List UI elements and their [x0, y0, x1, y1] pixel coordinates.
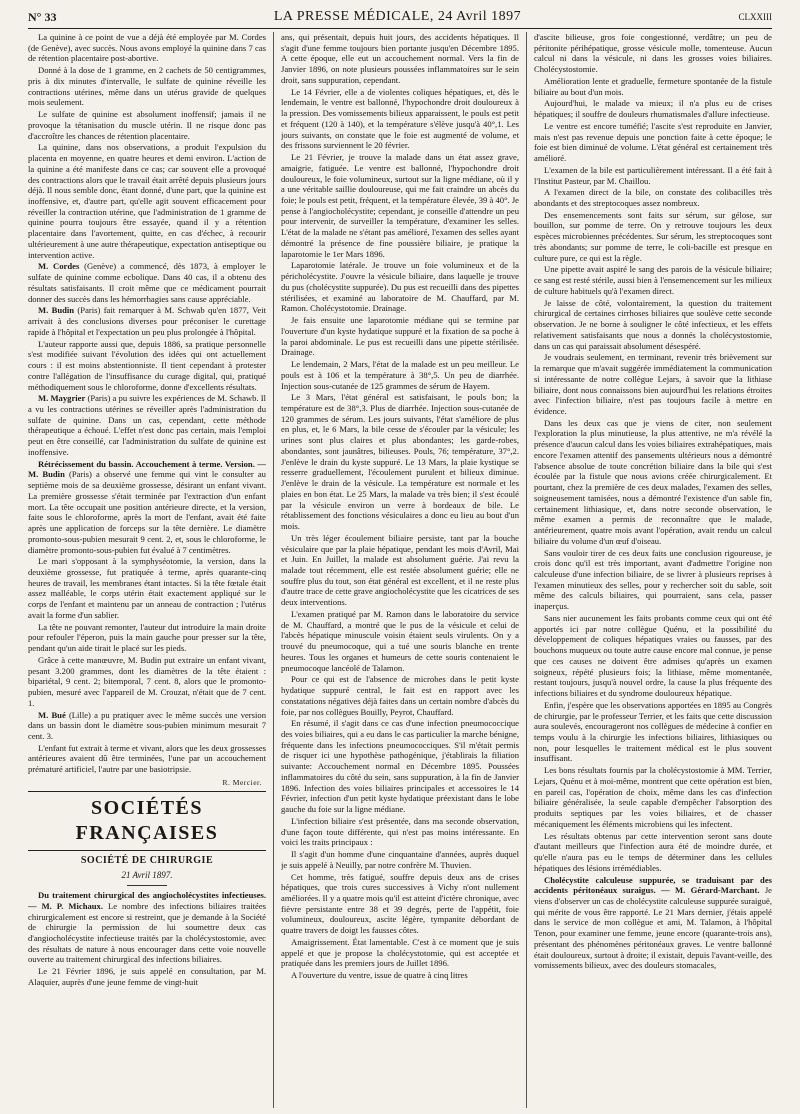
paragraph: Aujourd'hui, le malade va mieux; il n'a plus eu de crises hépatiques; il souffre de douleurs rhumatismales d'allure infectieuse.	[534, 98, 772, 120]
society-name: SOCIÉTÉ DE CHIRURGIE	[80, 855, 214, 867]
paragraph: Le lendemain, 2 Mars, l'état de la malade est un peu meilleur. Le pouls est à 106 et la température à 38°,5. Un peu de diarrhée. Injection sous-cutanée de 125 grammes de sérum de Hayem.	[281, 359, 519, 391]
paragraph: Amélioration lente et graduelle, fermeture spontanée de la fistule biliaire au bout d'un mois.	[534, 75, 772, 97]
paragraph: Une pipette avait aspiré le sang des parois de la vésicule biliaire; ce sang est resté stérile, aussi bien à l'ensemencement sur les milieux de culture habituels qu'à l'examen direct.	[534, 264, 772, 296]
speaker-name: M. Maygrier	[38, 393, 86, 404]
paragraph-text: (Paris) fait remarquer à M. Schwab qu'en 1877, Veit arrivait à des conclusions diverses pour préconiser le curettage rapide à l'hôpital et l'expectation un peu plus prolongée à l'hôpital.	[28, 305, 266, 337]
column-3	[534, 32, 772, 1108]
paragraph: Je fais ensuite une laparotomie médiane qui se termine par l'ouverture d'un kyste hydatique suppuré et la fixation de sa poche à la paroi abdominale. Le pus est recueilli dans une pipette stérilisée. Drainage.	[281, 315, 519, 358]
column-divider	[526, 32, 527, 1108]
speaker-name: M. Cordes	[38, 261, 80, 272]
paragraph: A l'examen direct de la bile, on constate des colibacilles très abondants et des streptocoques assez nombreux.	[534, 187, 772, 209]
column-divider	[273, 32, 274, 1108]
paragraph: Le sulfate de quinine est absolument inoffensif; jamais il ne provoque la tétanisation du muscle utérin. Il ne risque donc pas d'accroître les chances de rétention placentaire.	[28, 109, 266, 141]
paragraph: Amaigrissement. État lamentable. C'est à ce moment que je suis appelé et que je propose la cholécystotomie, qui est acceptée et pratiquée dans les premiers jours de Juillet 1896.	[281, 936, 519, 969]
paragraph	[28, 710, 266, 742]
column-1	[28, 32, 266, 1108]
paragraph-text: (Paris) a observé une femme qui vint le consulter au septième mois de sa deuxième grossesse, désirant un enfant vivant. La première grossesse s'était terminée par l'extraction d'un enfant mort. La tête occupait une position antérieure directe, et la version, faite sous le chloroforme, après la mort de l'enfant, avait été faite après une application de forceps sur la tête dernière. Le diamètre promonto-sous-pubien mesurait 9 cent. 2, et, sous le chloroforme, le diamètre promonto-sous-pubien fut évalué à 7 centimètres.	[28, 469, 266, 555]
paragraph: L'infection biliaire s'est présentée, dans ma seconde observation, d'une façon toute différente, qui n'est pas moins intéressante. En voici les traits principaux :	[281, 815, 519, 848]
paragraph: La quinine, dans nos observations, a produit l'expulsion du placenta en moyenne, en quatre heures et demi environ. L'action de la quinine a été manifeste dans ce cas; car souvent elle a provoqué des contractions alors que le travail était arrêté depuis plusieurs jours déjà. Il nous semble donc, étant donné, d'une part, que la quinine est inoffensive, et, d'autre part, qu'elle agit souvent efficacement pour réveiller la contraction utérine, que l'administration de 1 gramme de quinine pourra toujours être essayée, quand il y a rétention placentaire dans l'avortement, quitte, en cas d'échec, à recourir ultérieurement à une autre thérapeutique, expectation antiseptique ou intervention active.	[28, 142, 266, 260]
text-columns	[28, 32, 772, 1108]
paragraph: L'examen de la bile est particulièrement intéressant. Il a été fait à l'Institut Pasteur, par M. Chaillou.	[534, 164, 772, 186]
paragraph: En résumé, il s'agit dans ce cas d'une infection pneumococcique des voies biliaires, qui a eu dans le cas particulier la marche bénigne, fréquente dans les infections pneumococciques. S'il m'était permis de risquer ici une hypothèse pathogénique, j'établirais la filiation suivante: Accouchement normal en Décembre 1895. Poussées inflammatoires du côté du sein, sans suppuration, à la fin de Janvier 1896. Infection des voies biliaires principales et accessoires le 14 Février, infection d'un petit kyste hydatique préexistant dans le lobe gauche du foie sur la ligne médiane.	[281, 718, 519, 815]
paragraph: Le 14 Février, elle a de violentes coliques hépatiques, et, dès le lendemain, le ventre est ballonné, l'hypochondre droit douloureux à la pression. Des vomissements bilieux apparaissent, le pouls est petit et fréquent (120 à 140), et la température s'élève jusqu'à 40°,1. Les jours suivants, on constate que le foie est augmenté de volume, et des frissons surviennent le 20 février.	[281, 86, 519, 151]
speaker-name: M. Bué	[38, 709, 66, 720]
paragraph: Il s'agit d'un homme d'une cinquantaine d'années, auprès duquel je suis appelé à Neuilly, par notre confrère M. Thuvien.	[281, 849, 519, 870]
journal-title: LA PRESSE MÉDICALE, 24 Avril 1897	[273, 9, 522, 24]
paragraph: Le ventre est encore tuméfié; l'ascite s'est reproduite en Janvier, mais n'est pas revenue depuis une ponction faite à cette époque; le foie est bien diminué de volume. L'état général est certainement très amélioré.	[534, 120, 772, 164]
paragraph: Enfin, j'espère que les observations apportées en 1895 au Congrès de chirurgie, par le professeur Terrier, et les faits que cette discussion aura soulevés, encourageront nos collègues de médecine à confier en temps voulu à la chirurgie les infections biliaires, lithiasiques ou non, pour lesquelles le traitement médical est le plus souvent insuffisant.	[534, 699, 772, 764]
article-heading: Cholécystite calculeuse suppurée, se traduisant par des accidents péritonéaux suraigus. — M. Gérard-Marchant.	[534, 874, 772, 896]
paragraph: L'examen pratiqué par M. Ramon dans le laboratoire du service de M. Chauffard, a montré que le pus de la vésicule et celui de l'abcès hépatique minuscule voisin étaient seuls virulents. On y a trouvé du pneumocoque, qui a tué une souris blanche en trente heures. Tous les organes et humeurs de cette souris contenaient le pneumocoque lancéolé de Talamon.	[281, 608, 519, 673]
paragraph: Grâce à cette manœuvre, M. Budin put extraire un enfant vivant, pesant 3.200 grammes, dont les diamètres de la tête étaient : bipariétal, 9 cent. 2; bitemporal, 7 cent. 8, alors que le promonto-pubien, mesuré avec l'appareil de M. Crouzat, n'était que de 7 cent. 1.	[28, 654, 266, 708]
paragraph: L'enfant fut extrait à terme et vivant, alors que les deux grossesses antérieures avaient dû être terminées, l'une par un accouchement prématuré artificiel, l'autre par une basiotripsie.	[28, 742, 266, 775]
paragraph: Dans les deux cas que je viens de citer, non seulement l'exploration la plus minutieuse, la plus attentive, ne m'a révélé la présence d'aucun calcul dans les voies biliaires extrahépatiques, mais encore l'examen attentif des pansements ultérieurs nous a démontré l'absence absolue de toute concrétion biliaire dans la bile qui s'est écoulée par la fistule que nous avions créée chirurgicalement. Et pourtant, chez la première de ces deux malades, l'examen des selles, soigneusement tamisées, nous a démontré l'existence d'un sable fin, certainement lithiasique, et, dans notre seconde observation, le même examen a permis de reconnaître que le malade, antérieurement, quatre mois avant l'opération, avait rendu un calcul biliaire du volume d'un œuf d'oiseau.	[534, 417, 772, 546]
paragraph-text: (Genève) a commencé, dès 1873, à employer le sulfate de quinine comme ecbolique. Dans 40 cas, il a obtenu des résultats satisfaisants. Il croit même que ce médicament pourrait donner des succès dans les hémorrhagies sans cause appréciable.	[28, 261, 266, 304]
divider	[127, 885, 167, 886]
paragraph: Le mari s'opposant à la symphyséotomie, la version, dans la deuxième grossesse, fut pratiquée à terme, après quarante-cinq heures de travail, les membranes étant intactes. Si la tête fœtale était assez malléable, le corps utérin était exactement appliqué sur le corps de l'enfant et maintenu par un anneau de contraction ; l'utérus avait la forme d'un sablier.	[28, 556, 266, 620]
paragraph: Je laisse de côté, volontairement, la question du traitement chirurgical de certaines cirrhoses biliaires que soulève cette seconde observation. Je ne borne à souligner le côté infectieux, et les effets relativement satisfaisants que nous a donnés la cholécystostomie, dans un cas qui paraissait absolument désespéré.	[534, 297, 772, 351]
section-title: SOCIÉTÉS FRANÇAISES	[75, 797, 219, 845]
paragraph: La quinine à ce point de vue a déjà été employée par M. Cordes (de Genève), avec succès. Nous avons employé la quinine dans 7 cas de rétention placentaire post-abortive.	[28, 32, 266, 64]
paragraph: ans, qui présentait, depuis huit jours, des accidents hépatiques. Il s'agit d'une femme toujours bien portante jusqu'en Décembre 1895. A cette époque, elle eut un accouchement normal. Vers la fin de Janvier 1896, on note plusieurs poussées inflammatoires sur le sein droit, sans suppuration, cependant.	[281, 32, 519, 85]
paragraph	[28, 393, 266, 457]
paragraph: Donné à la dose de 1 gramme, en 2 cachets de 50 centigrammes, pris à dix minutes d'intervalle, le sulfate de quinine réveille les contractions utérines, même dans un utérus gravide de quelques mois seulement.	[28, 65, 266, 108]
paragraph: Le 3 Mars, l'état général est satisfaisant, le pouls bon; la température est de 38°,3. Plus de diarrhée. Injection sous-cutanée de 120 grammes de sérum. Les jours suivants, l'état s'améliore de plus en plus, et, le 6 Mars, la bile cesse de s'écouler par la vésicule; les urines sont plus claires et plus abondantes; les garde-robes, abondantes, sont jaunâtres, bilieuses. Pouls, 76; température, 37°,2. J'enlève le drain du kyste suppuré. Le 13 Mars, la plaie kystique se resserre graduellement, l'écoulement purulent et bilieux diminue. J'enlève le drain de la vésicule. La température est normale et les plaies en bon état. Le 25 Mars, la malade va très bien; il s'est écoulé par la vésicule environ un verre à bordeaux de bile. Le rétablissement des fonctions vésiculaires a donc eu lieu au bout d'un mois.	[281, 392, 519, 532]
paragraph: Cet homme, très fatigué, souffre depuis deux ans de crises hépatiques, que trois cures successives à Vichy n'ont nullement améliorées. Il y a quatre mois qu'il est atteint d'ictère chronique, avec fièvre persistante entre 38 et 39 degrés, perte de l'appétit, foie volumineux, douloureux, ascite légère, tympanite débordant de quatre travers de doigt les fausses côtes.	[281, 871, 519, 936]
paragraph	[534, 875, 772, 972]
section-banner	[28, 791, 266, 851]
paragraph-text: (Lille) a pu pratiquer avec le même succès une version dans un bassin dont le diamètre sous-pubien minimum mesurait 7 cent. 3.	[28, 709, 266, 741]
paragraph: La tête ne pouvant remonter, l'auteur dut introduire la main droite pour refouler l'éperon, puis la main gauche pour presser sur la tête, pendant qu'un aide tirait le placé sur les pieds.	[28, 621, 266, 654]
session-date: 21 Avril 1897.	[121, 869, 173, 880]
page-header	[28, 6, 772, 29]
paragraph: Sans vouloir tirer de ces deux faits une conclusion rigoureuse, je crois donc qu'il est très important, avant d'admettre l'origine non calculeuse d'une infection biliaire, de se livrer à plusieurs reprises à l'examen minutieux des selles, pour y rechercher soit du sable, soit même des calculs biliaires, qui pourraient, sans cela, passer inaperçus.	[534, 547, 772, 612]
column-2	[281, 32, 519, 1108]
paragraph-text: Le nombre des infections biliaires traitées chirurgicalement est encore si restreint, que je demande à la Société de chirurgie la permission de lui soumettre deux cas d'angiocholécystite infectieuse traités par la cholécystostomie, avec des résultats de nature à nous encourager dans cette voie nouvelle ouverte au traitement chirurgical des infections biliaires.	[28, 900, 266, 965]
paragraph: Les bons résultats fournis par la cholécystostomie à MM. Terrier, Lejars, Quénu et à moi-même, montrent que cette opération est bien, en pareil cas, l'opération de choix, même dans les cas d'infection biliaire généralisée, la seule capable d'empêcher l'absorption des produits septiques par les voies biliaires, et de chasser mécaniquement les éléments microbiens qui les infectent.	[534, 765, 772, 829]
article-heading: Rétrécissement du bassin. Accouchement à terme. Version. — M. Budin	[28, 458, 266, 480]
paragraph: Laparotomie latérale. Je trouve un foie volumineux et de la péricholécystite. J'ouvre la vésicule biliaire, dans laquelle je trouve du pus (cholécystite suppurée). Du pus est recueilli dans des pipettes stérilisées, et examiné au laboratoire de M. Chauffard, par M. Ramon. Cholécystotomie. Drainage.	[281, 260, 519, 314]
paragraph-text: Je viens d'observer un cas de cholécystite calculeuse suppurée suraiguë, qui mérite de vous être rapporté. Le 21 Mars dernier, j'étais appelé dans le service de mon collègue et ami, M. Talamon, à l'hôpital Tenon, pour examiner une femme, jeune encore (quarante-trois ans), présentant des phénomènes péritonéaux graves. Le ventre ballonné était douloureux, surtout à droite; il existait, depuis l'avant-veille, des vomissements bilieux, avec des douleurs stomacales,	[534, 885, 772, 971]
speaker-name: M. Budin	[38, 305, 75, 316]
paragraph: A l'ouverture du ventre, issue de quatre à cinq litres	[291, 970, 468, 981]
paragraph: Le 21 Février, je trouve la malade dans un état assez grave, amaigrie, fatiguée. Le ventre est ballonné, l'hypochondre droit douloureux, le foie volumineux, surtout sur la ligne médiane, où il y a une véritable saillie douloureuse, qui me fait craindre un abcès du foie; le pouls est petit, fréquent, et la température élevée, 39 à 40°. Je pense à l'angiocholécystite; cependant, je conseille d'attendre un peu pour intervenir, de surveiller la température, d'examiner les selles. L'état de la malade ne s'étant pas amélioré, l'examen des selles ayant démontré la présence de fine poussière biliaire, je pratique la laparotomie le 1er Mars 1896.	[281, 152, 519, 259]
paragraph: Le 21 Février 1896, je suis appelé en consultation, par M. Alaquier, auprès d'une jeune femme de vingt-huit	[28, 966, 266, 987]
paragraph: Des ensemencements sont faits sur sérum, sur gélose, sur bouillon, sur pomme de terre. On y retrouve toujours les deux espèces microbiennes précédentes. Sur sérum, les streptocoques sont très abondants; sur pomme de terre, le coli-bacille est presque en culture pure, ce qui est la règle.	[534, 209, 772, 263]
paragraph: Je voudrais seulement, en terminant, revenir très brièvement sur la remarque que m'avait suggérée immédiatement la communication si intéressante de notre collègue Lejars, à savoir que la lithiase biliaire, dont nous connaissons bien aujourd'hui les relations étroites avec l'infection biliaire, n'est pas toujours facile à mettre en évidence.	[534, 352, 772, 416]
paragraph	[28, 459, 266, 556]
page-number: CLXXIII	[738, 12, 772, 22]
paragraph: L'auteur rapporte aussi que, depuis 1886, sa pratique personnelle s'est modifiée suivant l'évolution des idées qui ont actuellement cours : il est moins abstentionniste. Il tient cependant à protester contre l'allégation de l'insuffisance du curage digital, qui, pratiqué méthodiquement sous le chloroforme, donne d'excellents résultats.	[28, 338, 266, 392]
paragraph: Un très léger écoulement biliaire persiste, tant par la bouche vésiculaire que par la plaie hépatique, pendant les mois d'Avril, Mai et Juin. En Juillet, la malade est absolument guérie. J'ai revu la malade tout récemment, elle est restée absolument guérie; elle ne souffre plus du tout, son état général est excellent, et il ne reste plus d'autre trace de cette grave angiocholécystite que les cicatrices de ses deux interventions.	[281, 532, 519, 608]
issue-number: N° 33	[28, 9, 57, 24]
paragraph	[28, 261, 266, 304]
author-signature: R. Mercier.	[222, 777, 262, 787]
paragraph: Les résultats obtenus par cette intervention seront sans doute d'autant meilleurs que l'infection aura été de moindre durée, et qu'elle n'aura pas eu le temps de déterminer dans les cellules hépatiques des lésions irrémédiables.	[534, 830, 772, 873]
paragraph	[28, 305, 266, 337]
paragraph	[28, 890, 266, 965]
paragraph-text: (Paris) a pu suivre les expériences de M. Schawb. Il a vu les contractions utérines se réveiller après l'administration du sulfate de quinine. Dans un cas, cependant, cette méthode thérapeutique a échoué. L'effet n'est donc pas certain, mais l'emploi peut en être conseillé, car l'administration du sulfate de quinine est inoffensive.	[28, 393, 266, 457]
paragraph: d'ascite bilieuse, gros foie congestionné, verdâtre; un peu de péritonite périhépatique, grosse vésicule molle, tomenteuse. Aucun calcul ni dans la vésicule, ni dans les grosses voies biliaires. Cholécystostomie.	[534, 32, 772, 75]
paragraph: Pour ce qui est de l'absence de microbes dans le petit kyste hydatique suppuré central, le fait est en rapport avec les constatations négatives déjà faites dans un certain nombre d'abcès du foie, par nos collègues Bouilly, Peyrot, Chauffard.	[281, 674, 519, 717]
article-heading: Du traitement chirurgical des angiocholécystites infectieuses. — M. P. Michaux.	[28, 890, 266, 911]
paragraph: Sans nier aucunement les faits probants comme ceux qui ont été apportés ici par notre collègue Quénu, et la possibilité du développement de coliques hépatiques vraies ou fausses, par des bouchons muqueux ou toute autre cause encore mal connue, je pense que ces causes ne doivent être admises qu'après un examen soigneux, répété plusieurs fois; la lithiase, même momentanée, restant toujours, jusqu'à nouvel ordre, la cause la plus fréquente des infections biliaires et du syndrome douloureux hépatique.	[534, 612, 772, 699]
